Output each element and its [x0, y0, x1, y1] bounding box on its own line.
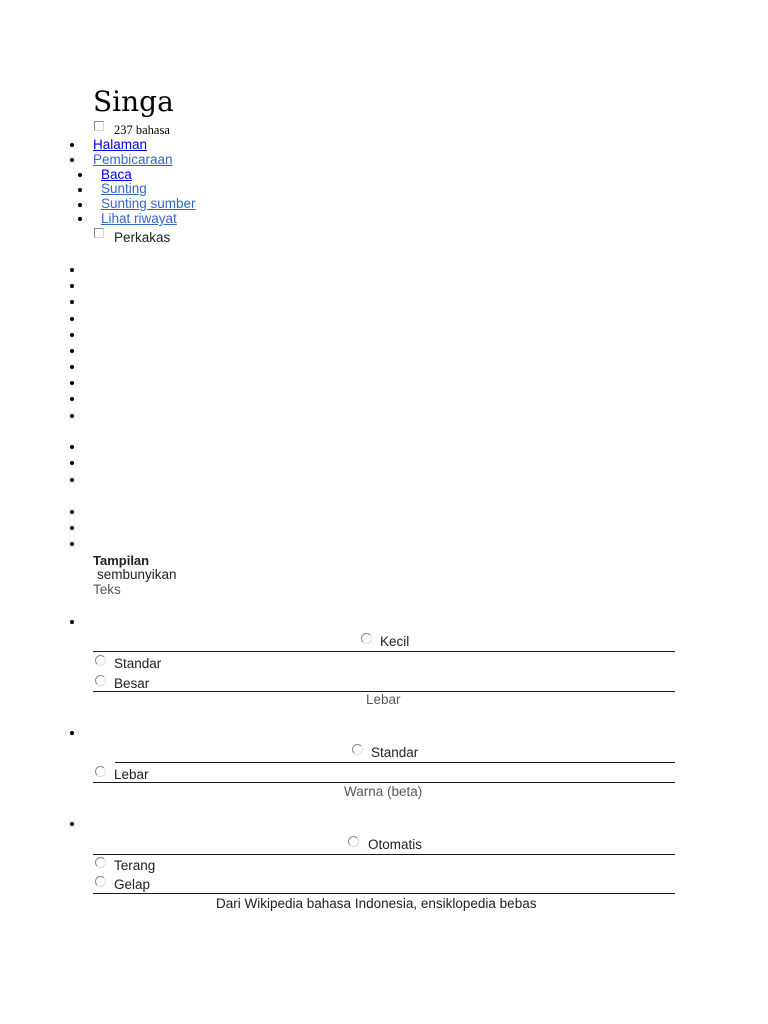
radio-color-gelap[interactable] — [95, 876, 106, 887]
list-bullet — [70, 526, 74, 530]
list-bullet — [78, 173, 82, 177]
tab-sunting-sumber[interactable]: Sunting sumber — [101, 196, 196, 211]
languages-label[interactable]: 237 bahasa — [114, 123, 170, 137]
list-bullet — [70, 461, 74, 465]
list-bullet — [70, 445, 74, 449]
color-section-label: Warna (beta) — [344, 784, 423, 799]
site-tagline: Dari Wikipedia bahasa Indonesia, ensiklopedia bebas — [216, 896, 537, 911]
list-bullet — [70, 143, 74, 147]
divider — [93, 854, 675, 855]
radio-color-otomatis[interactable] — [348, 836, 359, 847]
radio-text-standar[interactable] — [95, 655, 106, 666]
list-bullet — [70, 478, 74, 482]
tab-halaman[interactable]: Halaman — [93, 137, 148, 152]
list-bullet — [70, 365, 74, 369]
divider — [93, 893, 675, 894]
list-bullet — [70, 510, 74, 514]
width-section-label: Lebar — [366, 692, 401, 707]
radio-width-standar-label[interactable]: Standar — [371, 745, 419, 760]
languages-checkbox[interactable] — [94, 121, 104, 131]
radio-text-standar-label[interactable]: Standar — [114, 656, 162, 671]
radio-width-lebar[interactable] — [95, 766, 106, 777]
list-bullet — [70, 620, 74, 624]
radio-text-besar[interactable] — [95, 675, 106, 686]
tools-checkbox[interactable] — [94, 228, 104, 238]
hide-appearance-button[interactable]: sembunyikan — [97, 567, 177, 582]
list-bullet — [70, 381, 74, 385]
tab-baca[interactable]: Baca — [101, 167, 132, 182]
list-bullet — [70, 349, 74, 353]
radio-color-gelap-label[interactable]: Gelap — [114, 877, 151, 892]
list-bullet — [70, 300, 74, 304]
tab-sunting[interactable]: Sunting — [101, 181, 147, 196]
appearance-heading: Tampilan — [93, 553, 150, 568]
divider — [93, 782, 675, 783]
tab-lihat-riwayat[interactable]: Lihat riwayat — [101, 211, 177, 226]
list-bullet — [70, 414, 74, 418]
tools-label[interactable]: Perkakas — [114, 230, 171, 245]
list-bullet — [70, 158, 74, 162]
radio-color-otomatis-label[interactable]: Otomatis — [368, 837, 423, 852]
list-bullet — [70, 284, 74, 288]
radio-text-kecil-label[interactable]: Kecil — [380, 634, 410, 649]
radio-color-terang[interactable] — [95, 857, 106, 868]
text-section-label: Teks — [93, 582, 121, 597]
list-bullet — [78, 217, 82, 221]
page-title: Singa — [93, 85, 174, 118]
radio-text-besar-label[interactable]: Besar — [114, 676, 150, 691]
list-bullet — [70, 268, 74, 272]
list-bullet — [70, 333, 74, 337]
list-bullet — [78, 203, 82, 207]
divider — [115, 762, 675, 763]
radio-text-kecil[interactable] — [361, 633, 372, 644]
list-bullet — [70, 822, 74, 826]
radio-width-lebar-label[interactable]: Lebar — [114, 767, 149, 782]
list-bullet — [70, 731, 74, 735]
list-bullet — [70, 397, 74, 401]
list-bullet — [70, 542, 74, 546]
tab-pembicaraan[interactable]: Pembicaraan — [93, 152, 173, 167]
radio-color-terang-label[interactable]: Terang — [114, 858, 156, 873]
list-bullet — [70, 317, 74, 321]
list-bullet — [78, 188, 82, 192]
radio-width-standar[interactable] — [352, 744, 363, 755]
divider — [93, 651, 675, 652]
